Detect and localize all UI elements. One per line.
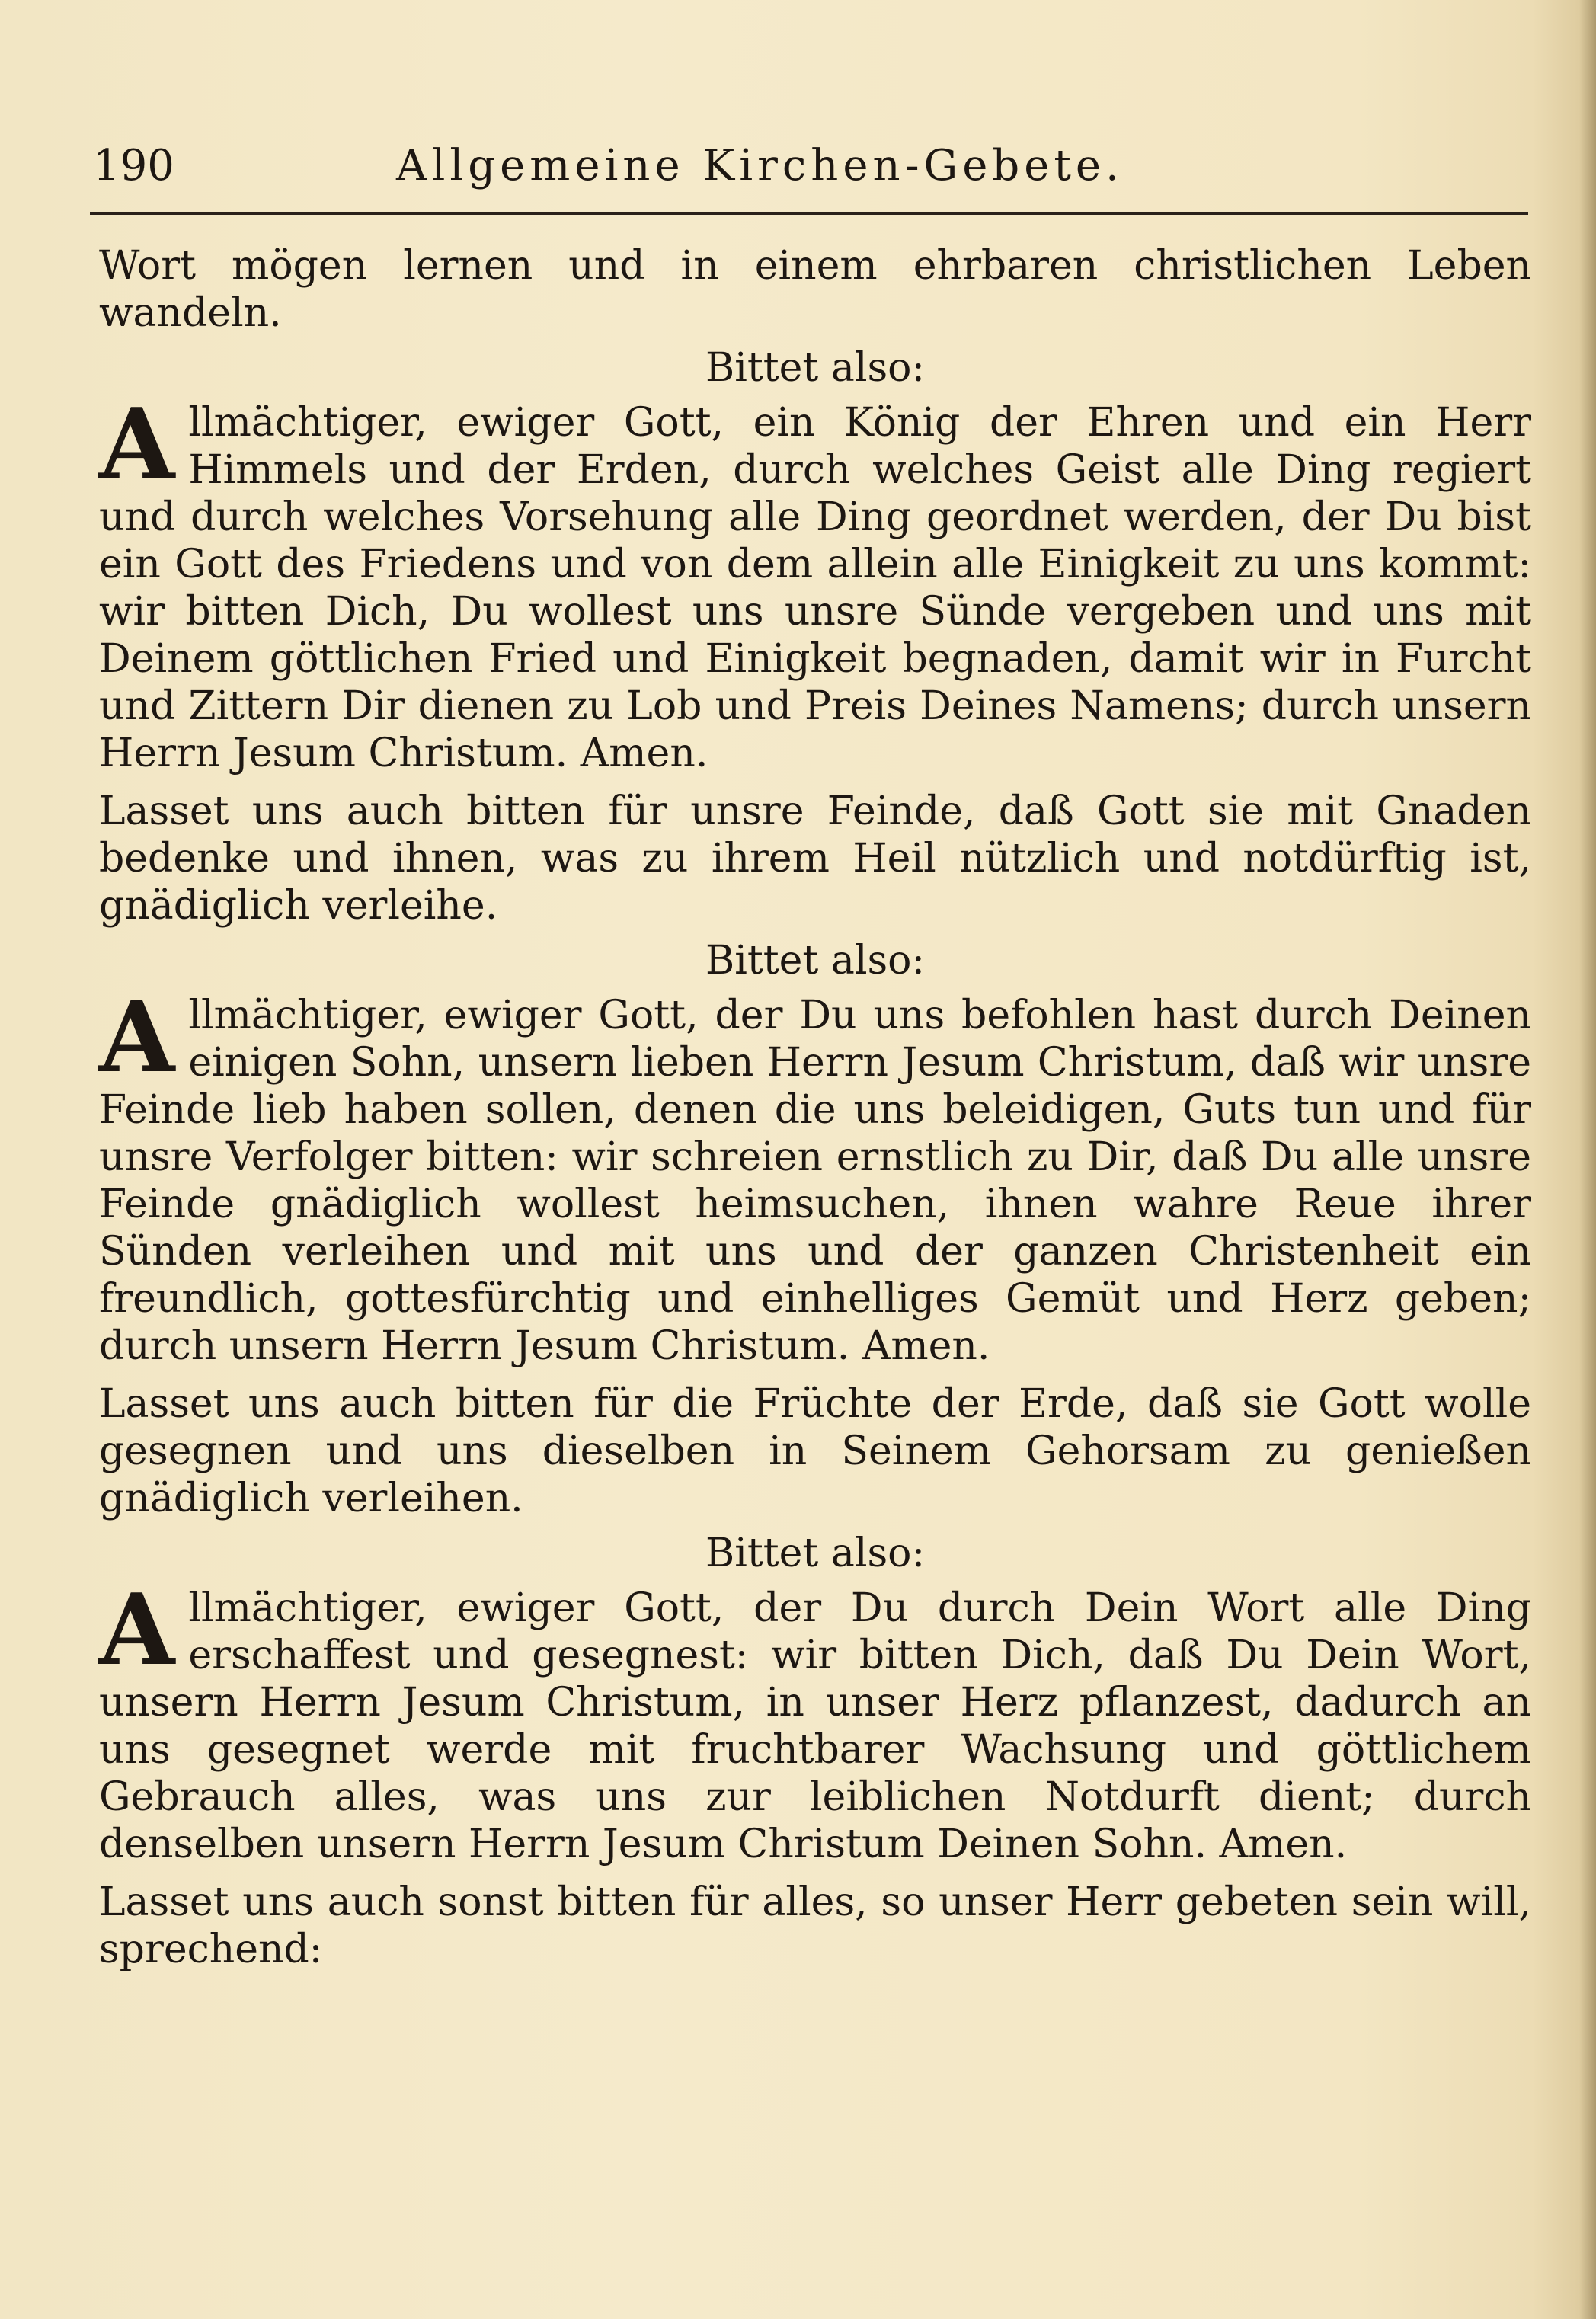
page-body — [99, 242, 1531, 1973]
prayer-cue: Bittet also: — [705, 345, 925, 391]
bidding-enemies: Lasset uns auch bitten für unsre Feinde, daß Gott sie mit Gnaden bedenke und ihnen, was zu ihrem Heil nützlich und notdürftig ist, gnädiglich verleihe. — [99, 788, 1531, 929]
header-rule — [90, 212, 1528, 215]
prayer-cue: Bittet also: — [705, 938, 925, 984]
prayer-peace: Allmächtiger, ewiger Gott, ein König der Ehren und ein Herr Himmels und der Erden, durch welches Geist alle Ding regiert und durch welches Vorsehung alle Ding geordnet werden, der Du bist ein Gott des Friedens und von dem allein alle Einigkeit zu uns kommt: wir bitten Dich, Du wollest uns unsre Sünde vergeben und uns mit Deinem göttlichen Fried und Einigkeit begnaden, damit wir in Furcht und Zittern Dir dienen zu Lob und Preis Deines Namens; durch unsern Herrn Jesum Christum. Amen. — [99, 388, 1531, 776]
prayer-enemies: Allmächtiger, ewiger Gott, der Du uns befohlen hast durch Deinen einigen Sohn, unsern lieben Herrn Jesum Christum, daß wir unsre Feinde lieb haben sollen, denen die uns beleidigen, Guts tun und für unsre Verfolger bitten: wir schreien ernstlich zu Dir, daß Du alle unsre Feinde gnädiglich wollest heimsuchen, ihnen wahre Reue ihrer Sünden verleihen und mit uns und der ganzen Christenheit ein freundlich, gottesfürchtig und einhelliges Gemüt und Herz geben; durch unsern Herrn Jesum Christum. Amen. — [99, 980, 1531, 1369]
continuation-paragraph: Wort mögen lernen und in einem ehrbaren christlichen Leben wandeln. — [99, 243, 1531, 336]
bidding-closing: Lasset uns auch sonst bitten für alles, so unser Herr gebeten sein will, sprechend: — [99, 1879, 1531, 1972]
prayer-fruits: Allmächtiger, ewiger Gott, der Du durch Dein Wort alle Ding erschaffest und gesegnest: wir bitten Dich, daß Du Dein Wort, unsern Herrn Jesum Christum, in unser Herz pflanzest, dadurch an uns gesegnet werde mit fruchtbarer Wachsung und göttlichem Gebrauch alles, was uns zur leiblichen Notdurft dient; durch denselben unsern Herrn Jesum Christum Deinen Sohn. Amen. — [99, 1573, 1531, 1867]
running-title: Allgemeine Kirchen-Gebete. — [396, 141, 1124, 190]
prayer-cue: Bittet also: — [705, 1531, 925, 1576]
page-edge-shadow — [1579, 0, 1596, 2319]
bidding-fruits: Lasset uns auch bitten für die Früchte der Erde, daß sie Gott wolle gesegnen und uns dieselben in Seinem Gehorsam zu genießen gnädiglich verleihen. — [99, 1381, 1531, 1521]
page-header — [0, 136, 1596, 197]
page-number: 190 — [93, 141, 174, 190]
